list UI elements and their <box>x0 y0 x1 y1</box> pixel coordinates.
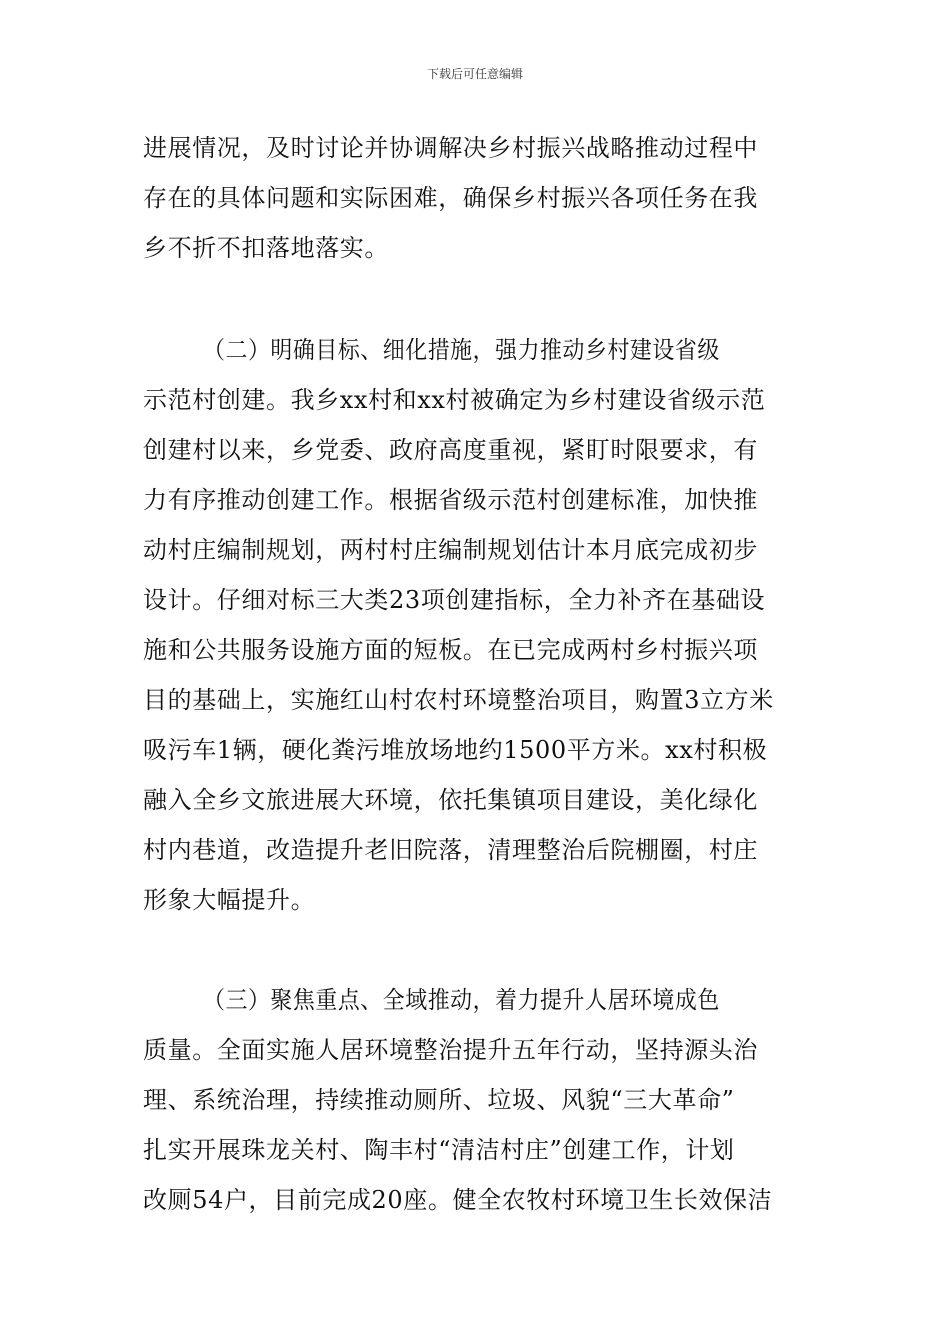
text-line: 扎实开展珠龙关村、陶丰村“清洁村庄”创建工作，计划 <box>143 1136 735 1164</box>
text-line: 质量。全面实施人居环境整治提升五年行动，坚持源头治 <box>143 1036 758 1064</box>
text-line: 改厕54户，目前完成20座。健全农牧村环境卫生长效保洁 <box>143 1186 773 1214</box>
text-line: （二）明确目标、细化措施，强力推动乡村建设省级 <box>203 336 720 364</box>
text-line: 村内巷道，改造提升老旧院落，清理整治后院棚圈，村庄 <box>143 836 758 864</box>
text-line: 乡不折不扣落地落实。 <box>143 234 389 262</box>
text-line: 进展情况，及时讨论并协调解决乡村振兴战略推动过程中 <box>143 134 758 162</box>
text-line: 吸污车1辆，硬化粪污堆放场地约1500平方米。xx村积极 <box>143 736 768 764</box>
text-line: 存在的具体问题和实际困难，确保乡村振兴各项任务在我 <box>143 184 758 212</box>
text-line: （三）聚焦重点、全域推动，着力提升人居环境成色 <box>203 986 720 1014</box>
text-line: 融入全乡文旅进展大环境，依托集镇项目建设，美化绿化 <box>143 786 758 814</box>
text-line: 设计。仔细对标三大类23项创建指标，全力补齐在基础设 <box>143 586 766 614</box>
text-line: 形象大幅提升。 <box>143 886 316 914</box>
text-line: 施和公共服务设施方面的短板。在已完成两村乡村振兴项 <box>143 636 758 664</box>
text-line: 创建村以来，乡党委、政府高度重视，紧盯时限要求，有 <box>143 436 758 464</box>
text-line: 动村庄编制规划，两村村庄编制规划估计本月底完成初步 <box>143 536 758 564</box>
text-line: 示范村创建。我乡xx村和xx村被确定为乡村建设省级示范 <box>143 386 766 414</box>
text-line: 力有序推动创建工作。根据省级示范村创建标准，加快推 <box>143 486 758 514</box>
page-header: 下载后可任意编辑 <box>426 67 523 81</box>
text-line: 理、系统治理，持续推动厕所、垃圾、风貌“三大革命” <box>143 1086 735 1114</box>
text-line: 目的基础上，实施红山村农村环境整治项目，购置3立方米 <box>143 686 774 714</box>
